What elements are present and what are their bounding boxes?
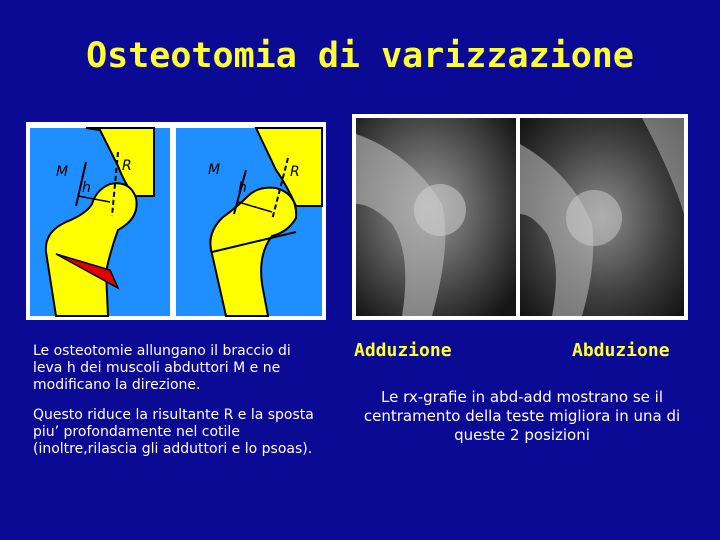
label-m-left: M [56, 164, 69, 180]
caption-adduzione: Adduzione [354, 340, 452, 361]
slide-title: Osteotomia di varizzazione [86, 36, 634, 76]
label-h-right: h [238, 180, 247, 196]
caption-abduzione: Abduzione [572, 340, 670, 361]
label-m-right: M [208, 162, 221, 178]
label-h-left: h [82, 180, 91, 196]
hip-xray-pair [352, 114, 688, 320]
left-text-block [33, 343, 323, 471]
xray-right-femoral-head [566, 190, 622, 246]
right-text-block: Le rx-grafie in abd-add mostrano se il centramento della teste migliora in una di queste 2 posizioni [363, 388, 681, 444]
label-r-right: R [290, 164, 300, 180]
xray-images [352, 114, 688, 320]
left-paragraph-1: Le osteotomie allungano il braccio di leva h dei muscoli abduttori M e ne modificano la direzione. [33, 343, 291, 393]
label-r-left: R [122, 158, 132, 174]
left-paragraph-2: Questo riduce la risultante R e la sposta piu’ profondamente nel cotile (inoltre,rilascia gli adduttori e lo psoas). [33, 407, 314, 457]
diagram-drawing [26, 122, 326, 320]
hip-osteotomy-diagram [26, 122, 326, 320]
xray-left-femoral-head [414, 184, 466, 236]
